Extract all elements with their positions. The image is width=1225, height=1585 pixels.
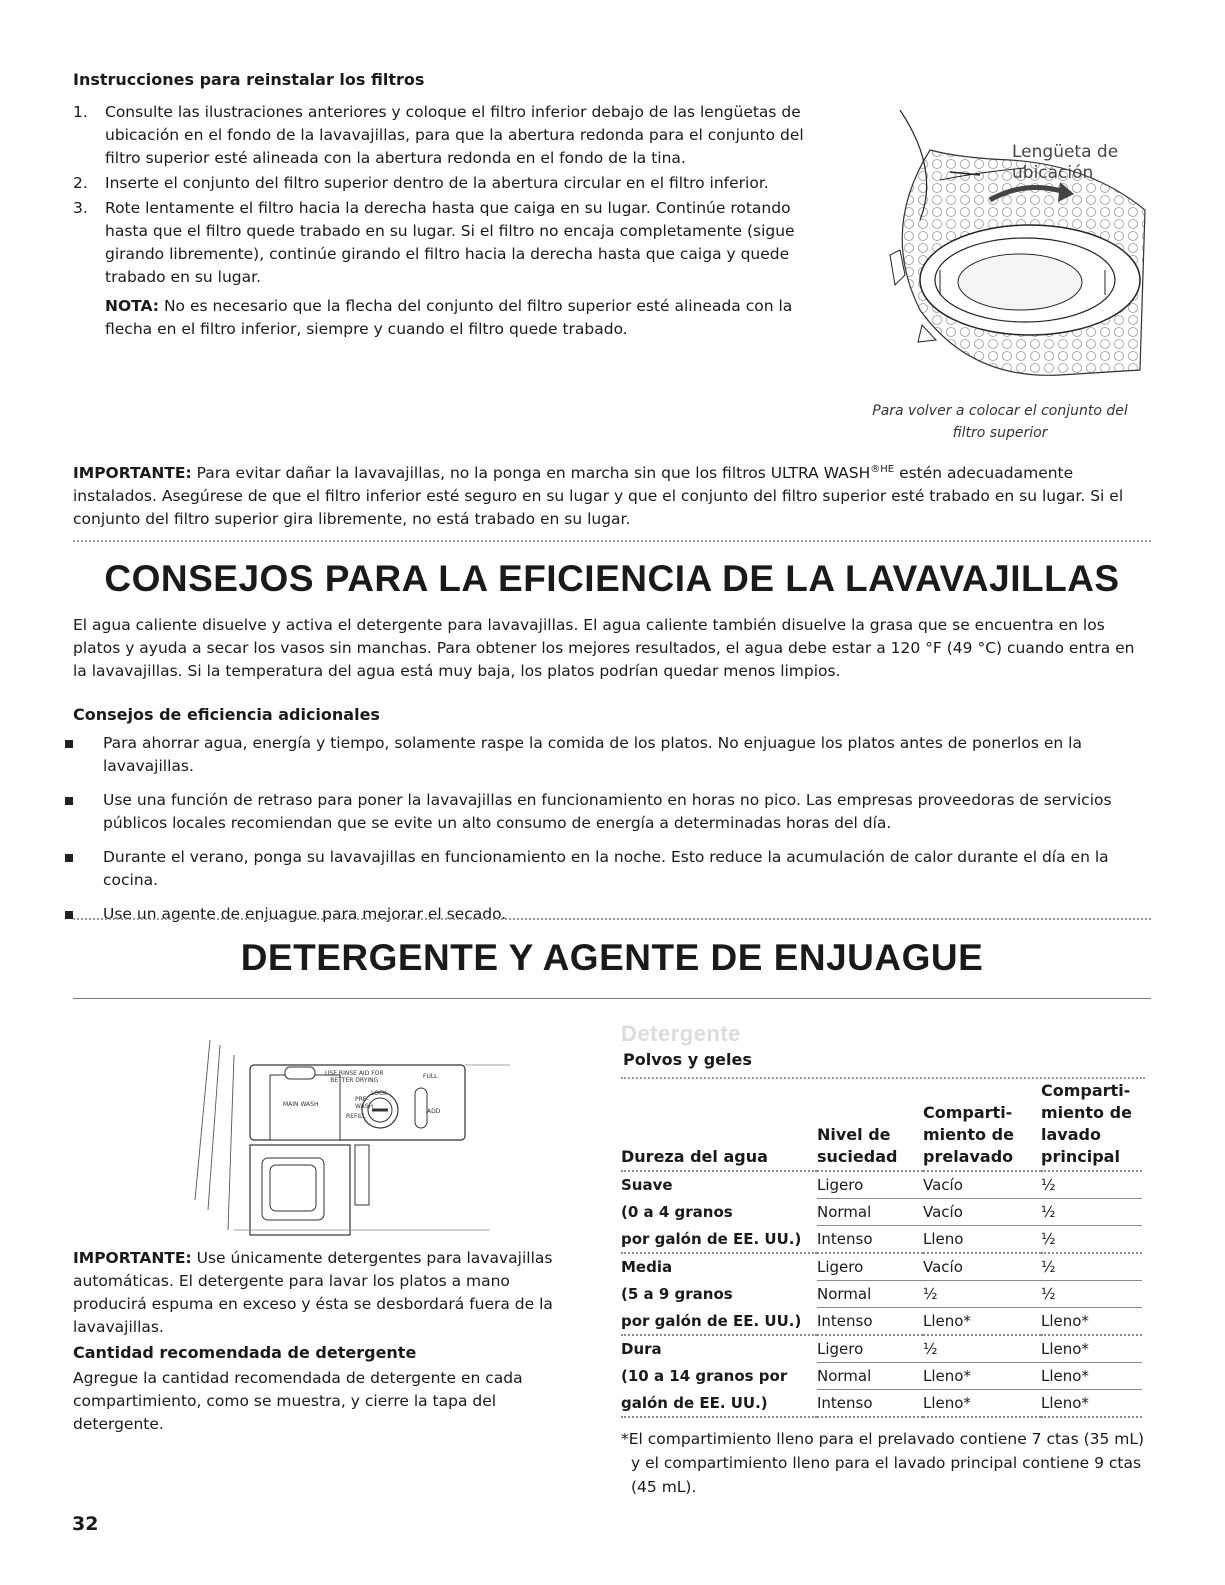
table-row: (10 a 14 granos por Normal Lleno* Lleno* (621, 1363, 1142, 1390)
efficiency-intro: El agua caliente disuelve y activa el detergente para lavavajillas. El agua caliente también disuelve la grasa que se encuentra en los platos y ayuda a secar los vasos sin manchas. Para obtener los mejores resultados, el agua debe estar a 120 °F (49 °C) cuando entra en la lavavajillas. Si la temperatura del agua está muy baja, los platos podrían quedar menos limpios. (73, 616, 1135, 680)
efficiency-tip: Use un agente de enjuague para mejorar el secado. (61, 903, 1149, 926)
hardness-label: (0 a 4 granos (621, 1203, 733, 1221)
dispenser-lock-label: LOCK (371, 1090, 387, 1097)
filters-heading: Instrucciones para reinstalar los filtros (73, 70, 425, 89)
bullet-icon (65, 854, 73, 862)
col-header-soil: Nivel de suciedad (817, 1080, 923, 1171)
step-3: 3. Rote lentamente el filtro hacia la derecha hasta que caiga en su lugar. Continúe rotando hasta que el filtro quede trabado en su lugar. Si el filtro no encaja completamente (sigue girando libremente), continúe girando el filtro hacia la derecha hasta que caiga y quede trabado en su lugar. (73, 199, 795, 286)
detergent-important: IMPORTANTE: Use únicamente detergentes para lavavajillas automáticas. El detergente para lavar los platos a mano producirá espuma en exceso y ésta se desbordará fuera de la lavavajillas. (73, 1249, 553, 1336)
table-row: por galón de EE. UU.) Intenso Lleno ½ (621, 1226, 1142, 1254)
filter-caption: Para volver a colocar el conjunto del filtro superior (872, 403, 1128, 441)
dispenser-main-wash-label: MAIN WASH (283, 1101, 319, 1108)
hardness-label: Dura (621, 1340, 662, 1359)
efficiency-bullets (61, 732, 1149, 937)
bullet-icon (65, 797, 73, 805)
detergent-title: Detergente (621, 1021, 741, 1046)
filters-important: IMPORTANTE: Para evitar dañar la lavavajillas, no la ponga en marcha sin que los filtros ULTRA $WASH^{®HE}$ estén adecuadamente instalados. Asegúrese de que el filtro inferior esté seguro en su lugar y que el conjunto del filtro superior esté trabado en su lugar. Si el conjunto del filtro superior gira libremente, no está trabado en su lugar. (73, 464, 1124, 529)
hardness-label: por galón de EE. UU.) (621, 1308, 817, 1336)
detergent-section-title: DETERGENTE Y AGENTE DE ENJUAGUE (240, 937, 984, 978)
efficiency-tip: Para ahorrar agua, energía y tiempo, solamente raspe la comida de los platos. No enjuague los platos antes de ponerlos en la lavavajillas. (61, 732, 1149, 778)
efficiency-tip: Durante el verano, ponga su lavavajillas en funcionamiento en la noche. Esto reduce la acumulación de calor durante el día en la cocina. (61, 846, 1149, 892)
divider (621, 1077, 1145, 1079)
hardness-label: Media (621, 1258, 673, 1277)
dispenser-rinse-aid-label: USE RINSE AID FOR BETTER DRYING (325, 1070, 384, 1084)
col-header-prewash: Comparti- miento de prelavado (923, 1080, 1041, 1171)
table-row: galón de EE. UU.) Intenso Lleno* Lleno* (621, 1390, 1142, 1418)
bullet-icon (65, 740, 73, 748)
bullet-icon (65, 911, 73, 919)
detergent-table-wrapper (621, 1080, 1142, 1418)
detergent-table (621, 1080, 1142, 1418)
detergent-amount-heading: Cantidad recomendada de detergente (73, 1343, 417, 1362)
detergent-footnote: *El compartimiento lleno para el prelavado contiene 7 ctas (35 mL) y el compartimiento lleno para el lavado principal contiene 9 ctas (45 mL). (621, 1430, 1145, 1496)
dispenser-refill-label: REFILL (346, 1113, 366, 1120)
page-number: 32 (72, 1513, 99, 1535)
divider (73, 998, 1151, 999)
table-row: Suave Ligero Vacío ½ (621, 1171, 1142, 1199)
step-1: 1. Consulte las ilustraciones anteriores y coloque el filtro inferior debajo de las lengüetas de ubicación en el fondo de la lavavajillas, para que la abertura redonda para el conjunto del filtro superior esté alineada con la abertura redonda en el fondo de la tina. (73, 103, 804, 167)
dispenser-add-label: ADD (427, 1108, 441, 1115)
dispenser-prewash-label: PRE- WASH (355, 1096, 374, 1110)
efficiency-subheading: Consejos de eficiencia adicionales (73, 705, 380, 724)
hardness-label: por galón de EE. UU.) (621, 1226, 817, 1254)
table-row: (0 a 4 granos Normal Vacío ½ (621, 1199, 1142, 1226)
dispenser-full-label: FULL (423, 1073, 438, 1080)
hardness-label: Suave (621, 1176, 673, 1195)
efficiency-title: CONSEJOS PARA LA EFICIENCIA DE LA LAVAVAJILLAS (104, 558, 1120, 599)
hardness-label: (5 a 9 granos (621, 1285, 733, 1303)
divider (73, 540, 1151, 542)
filters-steps (73, 101, 833, 341)
detergent-amount-text: Agregue la cantidad recomendada de detergente en cada compartimiento, como se muestra, y cierre la tapa del detergente. (73, 1369, 523, 1433)
efficiency-tip: Use una función de retraso para poner la lavavajillas en funcionamiento en horas no pico. Las empresas proveedoras de servicios públicos locales recomiendan que se evite un alto consumo de energía a determinadas horas del día. (61, 789, 1149, 835)
step-2: 2. Inserte el conjunto del filtro superior dentro de la abertura circular en el filtro inferior. (73, 174, 769, 192)
table-row: Media Ligero Vacío ½ (621, 1253, 1142, 1281)
powders-heading: Polvos y geles (623, 1050, 752, 1069)
locator-tab-label: Lengüeta de ubicación (1012, 142, 1119, 183)
divider (73, 918, 1151, 920)
table-row: por galón de EE. UU.) Intenso Lleno* Lleno* (621, 1308, 1142, 1336)
table-header-row (621, 1080, 1142, 1171)
table-row: Dura Ligero ½ Lleno* (621, 1335, 1142, 1363)
hardness-label: galón de EE. UU.) (621, 1390, 817, 1418)
table-row: (5 a 9 granos Normal ½ ½ (621, 1281, 1142, 1308)
col-header-mainwash: Comparti- miento de lavado principal (1041, 1080, 1142, 1171)
col-header-hardness: Dureza del agua (621, 1080, 817, 1171)
hardness-label: (10 a 14 granos por (621, 1367, 788, 1385)
filters-note: NOTA: No es necesario que la flecha del conjunto del filtro superior esté alineada con la flecha en el filtro inferior, siempre y cuando el filtro quede trabado. (105, 297, 793, 338)
